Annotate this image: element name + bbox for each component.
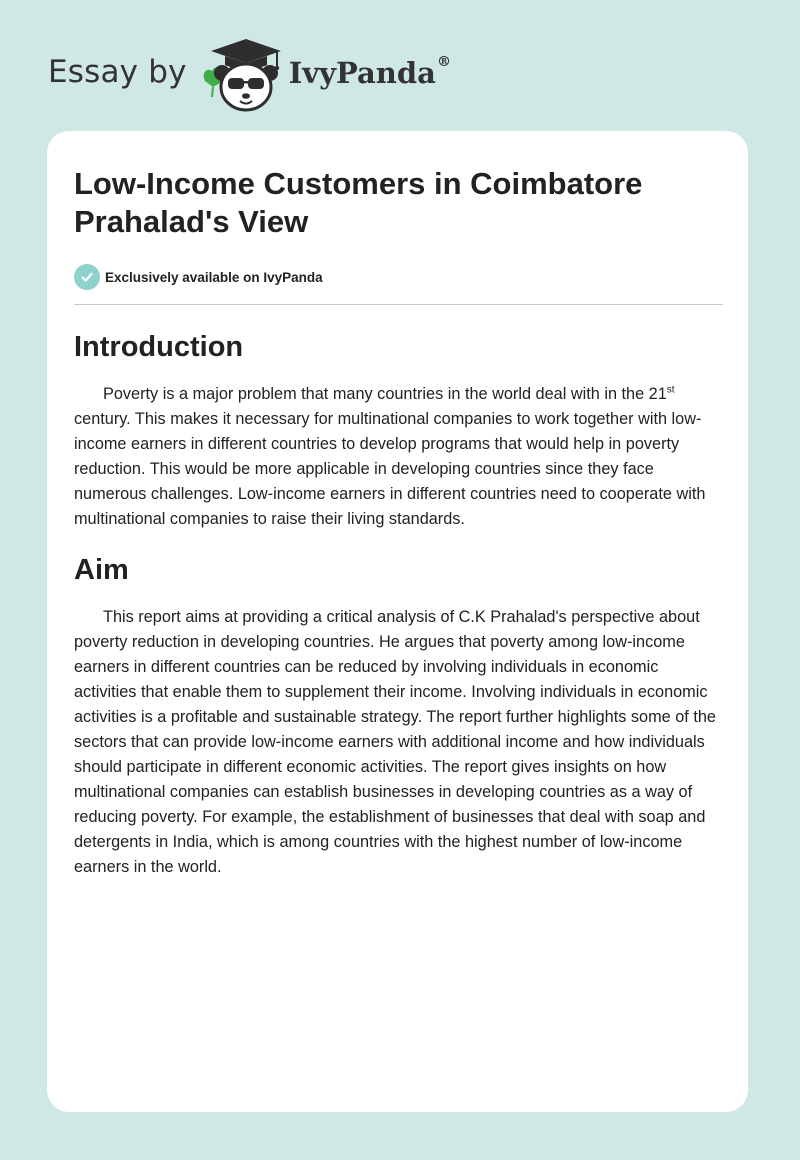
trademark-symbol: ® xyxy=(436,54,451,70)
section-introduction xyxy=(74,330,722,532)
exclusive-badge xyxy=(74,263,722,291)
site-brand[interactable] xyxy=(48,36,451,116)
brand-prefix: Essay by xyxy=(48,54,187,90)
title-line-2: Prahalad's View xyxy=(74,204,309,239)
brand-name xyxy=(289,56,451,90)
paragraph-text-continued: century. This makes it necessary for multinational companies to work together with low-income earners in different countries to develop programs that would help in poverty reduction. This would be more applicable in developing countries since they face numerous challenges. Low-income earners in different countries need to cooperate with multinational companies to raise their living standards. xyxy=(74,410,706,528)
header-divider xyxy=(74,304,723,305)
ordinal-suffix: st xyxy=(666,384,675,396)
section-paragraph: This report aims at providing a critical analysis of C.K Prahalad's perspective about poverty reduction in developing countries. He argues that poverty among low-income earners in different countries can be reduced by involving individuals in economic activities that enable them to supplement their income. Involving individuals in economic activities is a profitable and sustainable strategy. The report further highlights some of the sectors that can provide low-income earners with additional income and how individuals should participate in different economic activities. The report gives insights on how multinational companies can establish businesses in developing countries as a way of reducing poverty. For example, the establishment of businesses that deal with soap and detergents in India, which is among countries with the highest number of low-income earners in the world. xyxy=(74,608,716,876)
section-aim xyxy=(74,553,722,880)
paragraph-text: Poverty is a major problem that many countries in the world deal with in the 21 xyxy=(103,385,667,403)
article-card xyxy=(47,131,748,1112)
section-paragraph xyxy=(74,382,722,532)
title-line-1: Low-Income Customers in Coimbatore xyxy=(74,166,643,201)
panda-graduate-icon xyxy=(201,37,287,115)
section-heading: Introduction xyxy=(74,331,244,363)
checkmark-icon xyxy=(74,264,100,290)
article-title xyxy=(74,163,722,241)
brand-name-text: IvyPanda xyxy=(288,56,436,90)
section-heading: Aim xyxy=(74,554,129,586)
badge-text: Exclusively available on IvyPanda xyxy=(105,269,323,285)
